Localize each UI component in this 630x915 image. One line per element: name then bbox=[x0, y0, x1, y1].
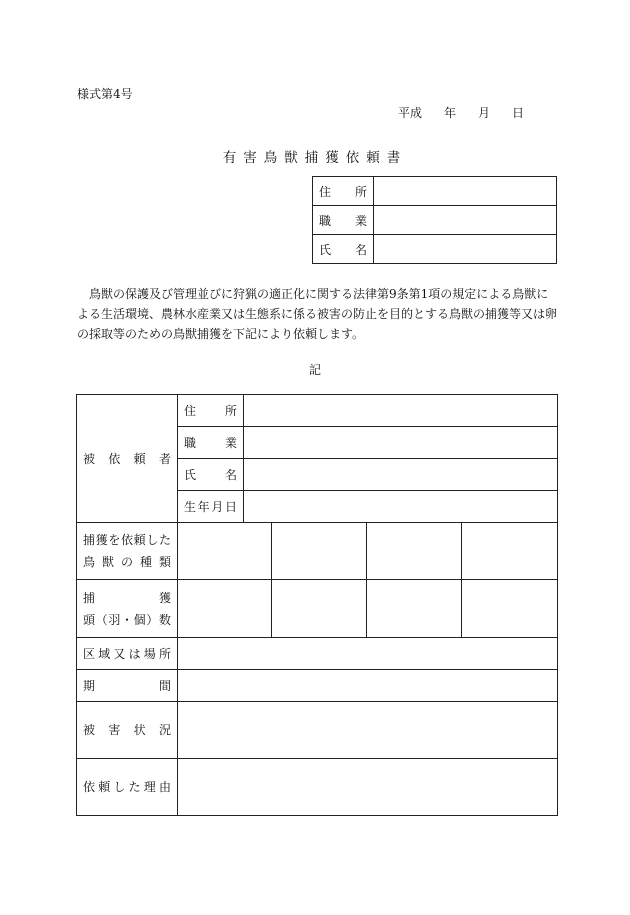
reason-field[interactable] bbox=[178, 759, 558, 816]
species-cell-3[interactable] bbox=[367, 523, 462, 580]
date-year: 年 bbox=[444, 106, 457, 120]
species-cell-1[interactable] bbox=[178, 523, 272, 580]
count-cell-1[interactable] bbox=[178, 580, 272, 638]
period-field[interactable] bbox=[178, 670, 558, 702]
species-label-line1: 捕獲を依頼した bbox=[83, 533, 171, 547]
species-cell-4[interactable] bbox=[462, 523, 558, 580]
requestee-birthdate-field[interactable] bbox=[244, 491, 558, 523]
requestee-birthdate-label: 生年月日 bbox=[178, 491, 244, 523]
species-label bbox=[77, 523, 178, 580]
requester-name-label: 氏 名 bbox=[313, 235, 374, 264]
period-label: 期間 bbox=[77, 670, 178, 702]
body-text: 鳥獣の保護及び管理並びに狩猟の適正化に関する法律第9条第1項の規定による鳥獣による生活環境、農林水産業又は生態系に係る被害の防止を目的とする鳥獣の捕獲等又は卵の採取等のための鳥獣捕獲を下記により依頼します。 bbox=[77, 287, 558, 341]
date-month: 月 bbox=[478, 106, 491, 120]
requestee-address-field[interactable] bbox=[244, 395, 558, 427]
area-field[interactable] bbox=[178, 638, 558, 670]
requestee-row-address bbox=[77, 395, 558, 427]
reason-row bbox=[77, 759, 558, 816]
requester-table bbox=[312, 176, 557, 264]
count-cell-4[interactable] bbox=[462, 580, 558, 638]
period-row bbox=[77, 670, 558, 702]
count-row bbox=[77, 580, 558, 638]
count-label bbox=[77, 580, 178, 638]
requester-occupation-label: 職 業 bbox=[313, 206, 374, 235]
requester-address-label: 住 所 bbox=[313, 177, 374, 206]
count-cell-3[interactable] bbox=[367, 580, 462, 638]
page-title: 有害鳥獣捕獲依頼書 bbox=[222, 150, 408, 166]
species-label-line2: 鳥獣の種類 bbox=[83, 555, 171, 569]
area-label: 区域又は場所 bbox=[77, 638, 178, 670]
damage-label: 被害状況 bbox=[77, 702, 178, 759]
requestee-label: 被依頼者 bbox=[77, 395, 178, 523]
requester-occupation-field[interactable] bbox=[374, 206, 557, 235]
requester-row-address bbox=[313, 177, 557, 206]
date-line bbox=[398, 104, 524, 121]
count-label-line1: 捕獲 bbox=[83, 590, 171, 605]
form-number: 様式第4号 bbox=[77, 87, 133, 101]
ki-heading: 記 bbox=[308, 363, 321, 377]
requestee-name-field[interactable] bbox=[244, 459, 558, 491]
requester-row-occupation bbox=[313, 206, 557, 235]
area-row bbox=[77, 638, 558, 670]
count-label-line2: 頭（羽・個）数 bbox=[83, 612, 171, 627]
damage-field[interactable] bbox=[178, 702, 558, 759]
species-cell-2[interactable] bbox=[272, 523, 367, 580]
requester-address-field[interactable] bbox=[374, 177, 557, 206]
requestee-occupation-label: 職業 bbox=[178, 427, 244, 459]
species-row bbox=[77, 523, 558, 580]
requestee-name-label: 氏名 bbox=[178, 459, 244, 491]
date-day: 日 bbox=[512, 106, 525, 120]
count-cell-2[interactable] bbox=[272, 580, 367, 638]
reason-label: 依頼した理由 bbox=[77, 759, 178, 816]
requester-name-field[interactable] bbox=[374, 235, 557, 264]
date-era: 平成 bbox=[398, 106, 423, 120]
damage-row bbox=[77, 702, 558, 759]
requestee-address-label: 住所 bbox=[178, 395, 244, 427]
requester-row-name bbox=[313, 235, 557, 264]
main-table bbox=[76, 394, 558, 816]
requestee-occupation-field[interactable] bbox=[244, 427, 558, 459]
